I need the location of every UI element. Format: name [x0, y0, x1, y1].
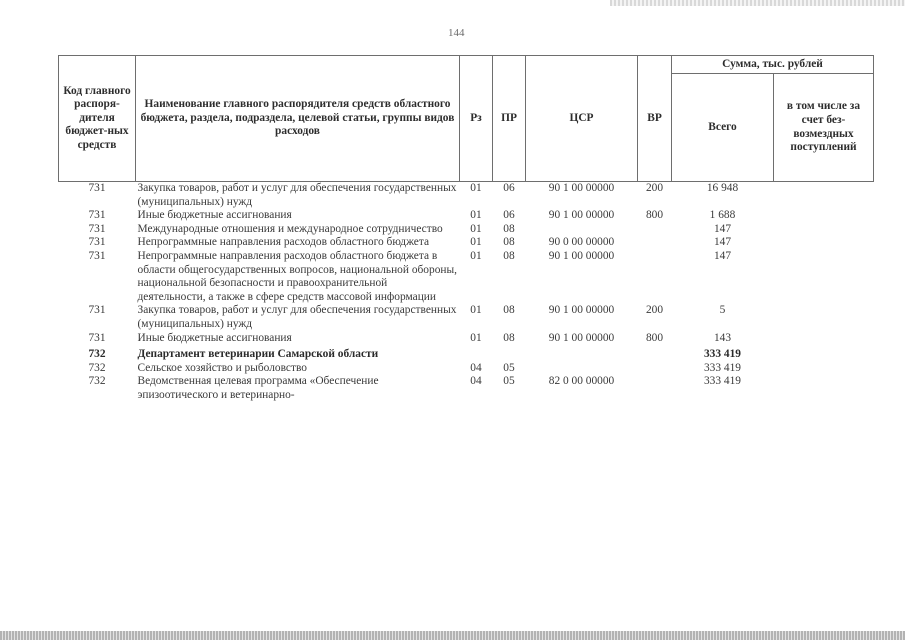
cell-total: 143 [713, 331, 732, 344]
cell-rz: 01 [470, 249, 482, 262]
cell-vr [638, 223, 672, 237]
header-sum-group: Сумма, тыс. рублей [672, 56, 874, 74]
cell-grants [774, 345, 874, 362]
cell-name: Иные бюджетные ассигнования [137, 331, 292, 344]
cell-rz: 01 [470, 304, 482, 317]
cell-name: Ведомственная целевая программа «Обеспечение эпизоотического и ветеринарно- [137, 375, 379, 401]
cell-pr: 08 [503, 304, 515, 317]
cell-vr [638, 236, 672, 250]
cell-name: Департамент ветеринарии Самарской области [137, 348, 379, 361]
cell-rz [460, 345, 493, 362]
cell-name: Международные отношения и международное сотрудничество [137, 222, 443, 235]
cell-csr [526, 223, 638, 237]
cell-csr [526, 345, 638, 362]
cell-rz: 01 [470, 182, 482, 194]
cell-pr: 05 [503, 375, 515, 388]
cell-total: 147 [713, 249, 732, 262]
header-vr: ВР [638, 56, 672, 182]
cell-pr: 08 [503, 331, 515, 344]
header-total: Всего [672, 74, 774, 182]
header-csr: ЦСР [526, 56, 638, 182]
cell-total: 333 419 [703, 361, 742, 374]
cell-total: 5 [719, 304, 726, 317]
cell-vr [638, 362, 672, 376]
cell-name: Иные бюджетные ассигнования [137, 209, 292, 222]
table-row [59, 304, 874, 331]
cell-code: 732 [88, 361, 106, 374]
cell-vr: 200 [645, 182, 664, 194]
header-pr: ПР [493, 56, 526, 182]
cell-code: 732 [88, 375, 106, 388]
cell-rz: 01 [470, 236, 482, 249]
cell-pr [493, 345, 526, 362]
table-body [59, 182, 874, 403]
table-row [59, 362, 874, 376]
table-row [59, 209, 874, 223]
cell-csr [526, 362, 638, 376]
cell-grants [774, 223, 874, 237]
cell-rz: 01 [470, 222, 482, 235]
cell-name: Закупка товаров, работ и услуг для обеспечения государственных (муниципальных) нужд [137, 304, 457, 330]
header-grants: в том числе за счет без-возмездных поступлений [774, 74, 874, 182]
cell-name: Сельское хозяйство и рыболовство [137, 361, 307, 374]
cell-csr: 90 0 00 00000 [548, 236, 615, 249]
cell-total: 1 688 [709, 209, 736, 222]
cell-code: 731 [88, 236, 106, 249]
cell-rz: 04 [470, 361, 482, 374]
cell-csr: 90 1 00 00000 [548, 209, 615, 222]
cell-csr: 90 1 00 00000 [548, 331, 615, 344]
cell-code: 731 [88, 331, 106, 344]
cell-code: 731 [88, 304, 106, 317]
cell-pr: 05 [503, 361, 515, 374]
cell-total: 147 [713, 222, 732, 235]
cell-total: 333 419 [703, 348, 742, 361]
table-row [59, 345, 874, 362]
cell-name: Непрограммные направления расходов областного бюджета [137, 236, 430, 249]
header-code: Код главного распоря-дителя бюджет-ных средств [59, 56, 136, 182]
cell-vr [638, 345, 672, 362]
cell-total: 147 [713, 236, 732, 249]
cell-pr: 08 [503, 222, 515, 235]
table-row [59, 375, 874, 402]
cell-vr [638, 250, 672, 304]
cell-code: 731 [88, 209, 106, 222]
cell-grants [774, 362, 874, 376]
scan-edge-top [610, 0, 905, 6]
cell-vr [638, 375, 672, 402]
cell-pr: 06 [503, 182, 515, 194]
cell-code: 731 [88, 182, 106, 194]
cell-csr: 90 1 00 00000 [548, 182, 615, 194]
cell-total: 333 419 [703, 375, 742, 388]
cell-csr: 90 1 00 00000 [548, 304, 615, 317]
cell-grants [774, 304, 874, 331]
page-number: 144 [448, 27, 465, 39]
table-row [59, 223, 874, 237]
header-rz: Рз [460, 56, 493, 182]
cell-grants [774, 332, 874, 346]
table-row [59, 250, 874, 304]
cell-csr: 82 0 00 00000 [548, 375, 615, 388]
cell-grants [774, 236, 874, 250]
cell-name: Закупка товаров, работ и услуг для обеспечения государственных (муниципальных) нужд [137, 182, 457, 208]
table-row [59, 332, 874, 346]
cell-code: 731 [88, 222, 106, 235]
header-name: Наименование главного распорядителя средств областного бюджета, раздела, подраздела, целевой статьи, группы видов расходов [136, 56, 460, 182]
cell-grants [774, 375, 874, 402]
table-row [59, 236, 874, 250]
cell-grants [774, 250, 874, 304]
cell-rz: 04 [470, 375, 482, 388]
table-row [59, 182, 874, 210]
budget-table [58, 55, 874, 403]
cell-vr: 200 [645, 304, 664, 317]
scan-edge-bottom [0, 631, 905, 640]
cell-code: 731 [88, 249, 106, 262]
cell-rz: 01 [470, 209, 482, 222]
cell-pr: 08 [503, 236, 515, 249]
cell-pr: 08 [503, 249, 515, 262]
cell-name: Непрограммные направления расходов областного бюджета в области общегосударственных вопросов, национальной обороны, национальной безопасности и правоохранительной деятельности, а также в сфере средств массовой информации [137, 249, 457, 303]
cell-vr: 800 [645, 331, 664, 344]
cell-pr: 06 [503, 209, 515, 222]
cell-grants [774, 182, 874, 210]
cell-code: 732 [88, 348, 106, 361]
cell-rz: 01 [470, 331, 482, 344]
cell-vr: 800 [645, 209, 664, 222]
cell-grants [774, 209, 874, 223]
cell-csr: 90 1 00 00000 [548, 249, 615, 262]
cell-total: 16 948 [706, 182, 739, 194]
